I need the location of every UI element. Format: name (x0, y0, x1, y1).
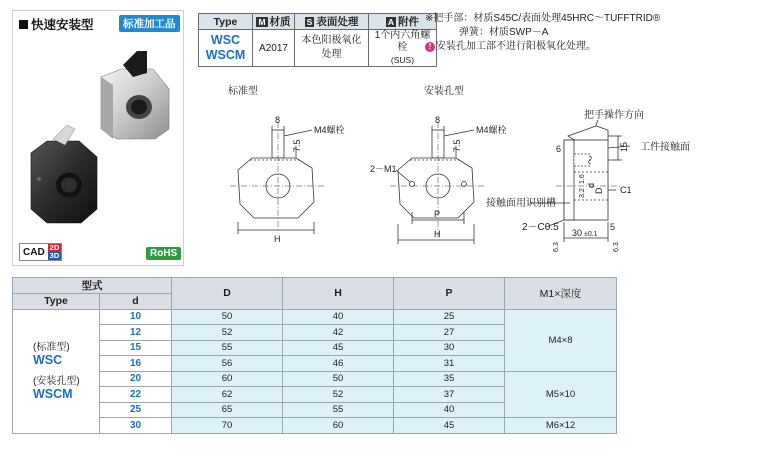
cell-d[interactable]: 12 (100, 325, 172, 341)
mount-m4-label: M4螺栓 (476, 125, 507, 135)
cell-P: 30 (394, 340, 505, 356)
spec-header-material (253, 14, 295, 30)
cell-P: 37 (394, 387, 505, 403)
cell-H: 46 (283, 356, 394, 372)
spec-surface-line2: 处理 (321, 49, 342, 60)
std-dim-H: H (274, 234, 281, 244)
table-row (13, 418, 617, 434)
note-handle-material: ※把手部：材质S45C/表面处理45HRC～TUFFTRID® (425, 13, 661, 24)
note-anodize (425, 40, 660, 54)
workpiece-label: 工件接触面 (640, 142, 690, 153)
cell-D: 56 (172, 356, 283, 372)
cell-m-depth-group2: M5×10 (505, 371, 617, 418)
cell-D: 55 (172, 340, 283, 356)
side-dim-D: D (594, 187, 604, 194)
technical-drawings (190, 72, 690, 252)
header-D: D (172, 278, 283, 310)
header-P: P (394, 278, 505, 310)
spec-header-accessory-text: 附件 (398, 15, 420, 28)
cell-D: 50 (172, 309, 283, 325)
note-anodize-text: 安装孔加工部不进行阳极氧化处理。 (436, 41, 596, 52)
side-dim-6: 6 (556, 144, 562, 154)
warning-icon: ! (425, 42, 435, 52)
silver-clamp-icon (101, 51, 169, 139)
standard-type-drawing (228, 84, 345, 244)
spec-type-codes (199, 30, 253, 67)
panel-title (19, 15, 94, 33)
cell-m-depth-group3: M6×12 (505, 418, 617, 434)
cell-m-depth-group1: M4×8 (505, 309, 617, 371)
handle-direction-label: 把手操作方向 (584, 110, 644, 121)
product-photo-panel (12, 10, 184, 266)
header-d: d (100, 294, 172, 310)
cell-d[interactable]: 10 (100, 309, 172, 325)
std-title: 标准型 (228, 86, 258, 97)
side-dim-d: d (586, 182, 596, 188)
cell-H: 60 (283, 418, 394, 434)
cell-P: 45 (394, 418, 505, 434)
material-icon: M (258, 17, 266, 27)
side-dim-5: 5 (610, 222, 616, 232)
cad-badge[interactable] (19, 243, 62, 261)
table-row (13, 309, 617, 325)
spec-surface-line1: 本色阳极氧化 (301, 35, 362, 46)
cell-d[interactable]: 15 (100, 340, 172, 356)
spec-header-surface (295, 14, 369, 30)
cell-P: 40 (394, 402, 505, 418)
rohs-badge: RoHS (146, 247, 181, 260)
std-m4-label: M4螺栓 (314, 125, 345, 135)
mount-dim-P: P (434, 209, 441, 219)
mount-dim-8: 8 (435, 115, 441, 125)
spec-header-material-text: 材质 (269, 16, 291, 28)
side-tol-30: ±0.1 (584, 231, 598, 238)
panel-title-text: 快速安装型 (31, 18, 94, 32)
surface-icon: S (306, 16, 313, 27)
cell-d[interactable]: 25 (100, 402, 172, 418)
type-mount-label: (安装孔型) (33, 376, 80, 387)
cad-dimension-labels (48, 244, 62, 260)
mount-dim-75: 7.5 (452, 139, 462, 152)
type-standard-code[interactable]: WSC (33, 353, 63, 367)
spec-row (199, 30, 437, 67)
header-model: 型式 (13, 278, 172, 294)
dims-header-row-1 (13, 278, 617, 294)
side-c1-label: C1 (620, 185, 632, 195)
cad-label: CAD (23, 246, 45, 258)
product-photo (13, 33, 185, 241)
black-clamp-icon (31, 125, 97, 223)
accessory-icon: A (387, 16, 395, 27)
spec-table (198, 13, 437, 67)
std-dim-75: 7.5 (292, 139, 302, 152)
cell-D: 65 (172, 402, 283, 418)
cell-H: 50 (283, 371, 394, 387)
side-dim-30: 30 (572, 228, 583, 238)
cell-H: 42 (283, 325, 394, 341)
cell-P: 35 (394, 371, 505, 387)
cell-H: 40 (283, 309, 394, 325)
roughness-63-left: 6.3 (553, 242, 560, 252)
cell-H: 45 (283, 340, 394, 356)
type-standard-label: (标准型) (33, 342, 70, 353)
mount-m1-label: 2－M1 (370, 164, 397, 174)
roughness-32: 3.2 (579, 188, 586, 198)
side-view-drawing (486, 108, 690, 252)
standard-badge: 标准加工品 (119, 15, 180, 32)
dimension-table (12, 277, 617, 434)
spec-accessory-line2: (SUS) (390, 55, 415, 65)
cell-P: 27 (394, 325, 505, 341)
roughness-63-right: 6.3 (613, 242, 620, 252)
side-dim-15: 15 (619, 141, 629, 152)
cell-H: 55 (283, 402, 394, 418)
std-dim-8: 8 (275, 115, 281, 125)
header-type: Type (13, 294, 100, 310)
mount-type-drawing (370, 84, 507, 244)
type-cell (13, 309, 100, 433)
cell-H: 52 (283, 387, 394, 403)
cell-d[interactable]: 20 (100, 371, 172, 387)
table-row (13, 371, 617, 387)
spec-header-row (199, 14, 437, 30)
cell-d[interactable]: 30 (100, 418, 172, 434)
groove-label: 接触面用识别槽 (486, 198, 556, 209)
roughness-16: 1.6 (579, 174, 586, 184)
cell-d[interactable]: 22 (100, 387, 172, 403)
cell-D: 62 (172, 387, 283, 403)
spec-accessory-line1: 1个内六角螺栓 (374, 30, 431, 53)
note-spring-material: 弹簧：材质SWP－A (459, 27, 549, 38)
square-bullet-icon (19, 20, 28, 29)
chamfer-label: 2－C0.5 (522, 222, 559, 233)
cell-P: 25 (394, 309, 505, 325)
cell-D: 70 (172, 418, 283, 434)
mount-dim-H: H (434, 229, 441, 239)
header-M1-depth: M1×深度 (505, 278, 617, 310)
cell-d[interactable]: 16 (100, 356, 172, 372)
type-code-wscm[interactable]: WSCM (205, 48, 246, 62)
cad-2d-label: 2D (49, 243, 60, 252)
spec-surface (295, 30, 369, 67)
mount-title: 安装孔型 (424, 86, 464, 97)
spec-header-surface-text: 表面处理 (316, 15, 359, 28)
header-H: H (283, 278, 394, 310)
spec-header-type: Type (199, 14, 253, 30)
cell-D: 52 (172, 325, 283, 341)
cad-3d-label: 3D (49, 251, 60, 260)
notes (425, 12, 660, 54)
spec-material: A2017 (253, 30, 295, 67)
cell-P: 31 (394, 356, 505, 372)
cell-D: 60 (172, 371, 283, 387)
type-mount-code[interactable]: WSCM (33, 387, 73, 401)
type-code-wsc[interactable]: WSC (210, 33, 241, 47)
